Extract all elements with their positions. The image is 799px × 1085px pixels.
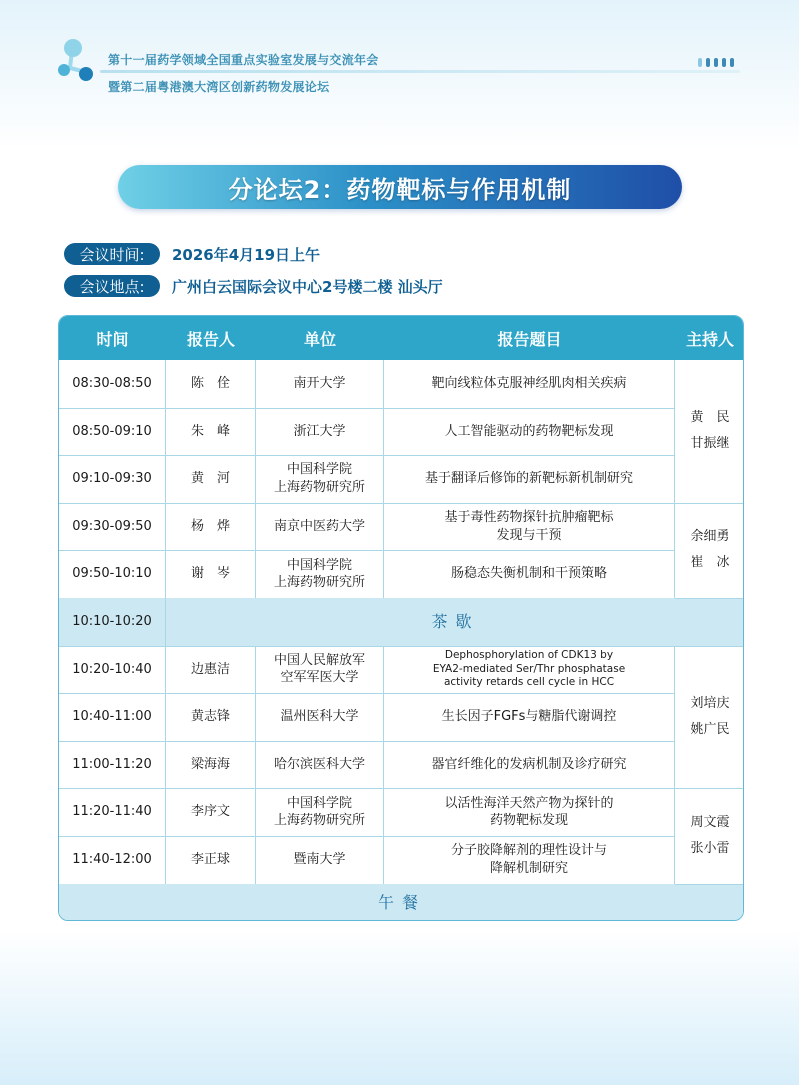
table-header	[59, 316, 744, 360]
tea-break-label	[166, 598, 744, 646]
meeting-time-label: 会议时间:	[64, 243, 160, 265]
row-time	[59, 455, 166, 503]
row-topic-text: 基于毒性药物探针抗肿瘤靶标 发现与干预	[444, 510, 614, 543]
host-cell	[675, 646, 744, 789]
row-unit-text: 中国科学院 上海药物研究所	[273, 462, 365, 495]
row-unit-text: 哈尔滨医科大学	[273, 756, 365, 772]
row-topic-text: 肠稳态失衡机制和干预策略	[450, 566, 607, 582]
meeting-place-row	[64, 275, 443, 297]
row-speaker-text: 杨 烨	[190, 518, 230, 534]
table-row	[59, 741, 744, 789]
row-unit	[256, 360, 384, 408]
row-time-text: 09:30-09:50	[72, 518, 152, 534]
row-speaker	[166, 741, 256, 789]
row-topic-text: 分子胶降解剂的理性设计与 降解机制研究	[450, 843, 607, 876]
row-topic-text: 基于翻译后修饰的新靶标新机制研究	[424, 471, 633, 487]
row-topic	[384, 646, 675, 694]
host-name: 姚广民	[690, 721, 730, 737]
row-speaker	[166, 693, 256, 741]
table-row	[59, 550, 744, 598]
row-time	[59, 503, 166, 551]
row-unit	[256, 741, 384, 789]
row-time-text: 09:10-09:30	[72, 471, 152, 487]
row-topic	[384, 836, 675, 884]
row-unit-text: 暨南大学	[293, 852, 346, 868]
row-speaker-text: 朱 峰	[190, 423, 230, 439]
host-divider	[675, 884, 744, 885]
row-time	[59, 693, 166, 741]
row-topic	[384, 455, 675, 503]
host-cell	[675, 503, 744, 598]
host-name: 崔 冰	[690, 555, 730, 571]
row-speaker-text: 黄 河	[190, 471, 230, 487]
row-speaker-text: 陈 佺	[190, 376, 230, 392]
row-time-text: 10:20-10:40	[72, 661, 152, 677]
row-unit-text: 南京中医药大学	[273, 518, 365, 534]
header-topic: 报告题目	[497, 329, 562, 349]
row-time-text: 11:00-11:20	[72, 756, 152, 772]
tea-break-row	[59, 598, 744, 646]
decorative-dots-icon	[698, 58, 734, 67]
row-time	[59, 646, 166, 694]
row-topic-text: 靶向线粒体克服神经肌肉相关疾病	[431, 376, 627, 392]
conference-header	[0, 0, 799, 110]
row-unit	[256, 550, 384, 598]
row-speaker-text: 边惠洁	[190, 661, 230, 677]
tea-break-text: 茶歇	[431, 612, 480, 631]
row-topic	[384, 788, 675, 836]
header-host: 主持人	[685, 329, 734, 349]
row-unit	[256, 408, 384, 456]
row-speaker-text: 李序文	[190, 804, 230, 820]
row-speaker	[166, 408, 256, 456]
row-speaker	[166, 646, 256, 694]
row-speaker-text: 黄志锋	[190, 709, 230, 725]
row-unit	[256, 503, 384, 551]
row-unit-text: 浙江大学	[293, 423, 346, 439]
table-row	[59, 646, 744, 694]
row-unit	[256, 836, 384, 884]
row-time-text: 10:40-11:00	[72, 709, 152, 725]
row-speaker-text: 李正球	[190, 852, 230, 868]
row-unit	[256, 455, 384, 503]
row-topic-text: Dephosphorylation of CDK13 by EYA2-mediated Ser/Thr phosphatase activity retards cell cycle in HCC	[432, 648, 626, 689]
row-time	[59, 788, 166, 836]
row-unit-text: 南开大学	[293, 376, 346, 392]
row-unit	[256, 788, 384, 836]
lunch-label	[59, 884, 744, 921]
row-time	[59, 360, 166, 408]
conference-subtitle: 暨第二届粤港澳大湾区创新药物发展论坛	[108, 80, 330, 94]
row-topic-text: 人工智能驱动的药物靶标发现	[444, 423, 614, 439]
host-name: 周文霞	[690, 814, 730, 830]
row-topic	[384, 741, 675, 789]
host-name: 刘培庆	[690, 695, 730, 711]
table-row	[59, 693, 744, 741]
host-cell	[675, 788, 744, 883]
table-row	[59, 788, 744, 836]
header-time: 时间	[96, 329, 129, 349]
row-speaker	[166, 360, 256, 408]
row-time-text: 11:20-11:40	[72, 804, 152, 820]
row-unit-text: 温州医科大学	[280, 709, 359, 725]
row-time	[59, 836, 166, 884]
lunch-row	[59, 884, 744, 921]
host-divider	[675, 598, 744, 599]
row-topic-text: 生长因子FGFs与糖脂代谢调控	[441, 709, 617, 725]
row-time-text: 08:30-08:50	[72, 376, 152, 392]
meeting-time-row	[64, 243, 320, 265]
row-topic	[384, 550, 675, 598]
row-time-text: 08:50-09:10	[72, 423, 152, 439]
conference-title: 第十一届药学领域全国重点实验室发展与交流年会	[108, 53, 379, 67]
row-speaker	[166, 550, 256, 598]
row-time	[59, 741, 166, 789]
row-unit-text: 中国科学院 上海药物研究所	[273, 557, 365, 591]
header-divider	[100, 70, 740, 73]
row-time	[59, 408, 166, 456]
row-speaker	[166, 455, 256, 503]
forum-banner	[118, 165, 682, 209]
row-topic	[384, 693, 675, 741]
host-cell	[675, 360, 744, 503]
row-topic	[384, 408, 675, 456]
row-time	[59, 550, 166, 598]
row-topic	[384, 360, 675, 408]
meeting-time-value: 2026年4月19日上午	[172, 245, 321, 264]
tea-break-time: 10:10-10:20	[59, 598, 166, 646]
lunch-text: 午餐	[377, 892, 426, 912]
meeting-place-label: 会议地点:	[64, 275, 160, 297]
row-time-text: 09:50-10:10	[72, 566, 152, 582]
table-row	[59, 836, 744, 884]
host-name: 余细勇	[690, 529, 730, 545]
row-speaker	[166, 788, 256, 836]
row-time-text: 11:40-12:00	[72, 852, 152, 868]
forum-title: 分论坛2：药物靶标与作用机制	[228, 175, 572, 204]
host-name: 黄 民	[690, 410, 730, 426]
header-speaker: 报告人	[186, 329, 235, 349]
molecule-logo-icon	[56, 38, 106, 86]
row-topic-text: 以活性海洋天然产物为探针的 药物靶标发现	[444, 795, 614, 829]
row-unit	[256, 646, 384, 694]
header-unit: 单位	[303, 329, 336, 349]
schedule-table	[58, 315, 744, 921]
table-row	[59, 408, 744, 456]
row-speaker-text: 梁海海	[190, 756, 230, 772]
row-speaker	[166, 503, 256, 551]
row-topic-text: 器官纤维化的发病机制及诊疗研究	[431, 756, 627, 772]
row-speaker	[166, 836, 256, 884]
row-topic	[384, 503, 675, 551]
table-row	[59, 455, 744, 503]
host-name: 张小雷	[690, 840, 730, 856]
row-speaker-text: 谢 岑	[190, 566, 230, 582]
meeting-place-value: 广州白云国际会议中心2号楼二楼 汕头厅	[172, 277, 443, 296]
row-unit-text: 中国人民解放军 空军军医大学	[273, 652, 365, 686]
row-unit	[256, 693, 384, 741]
host-name: 甘振继	[690, 436, 730, 452]
table-row	[59, 360, 744, 408]
row-unit-text: 中国科学院 上海药物研究所	[273, 795, 365, 829]
table-row	[59, 503, 744, 551]
